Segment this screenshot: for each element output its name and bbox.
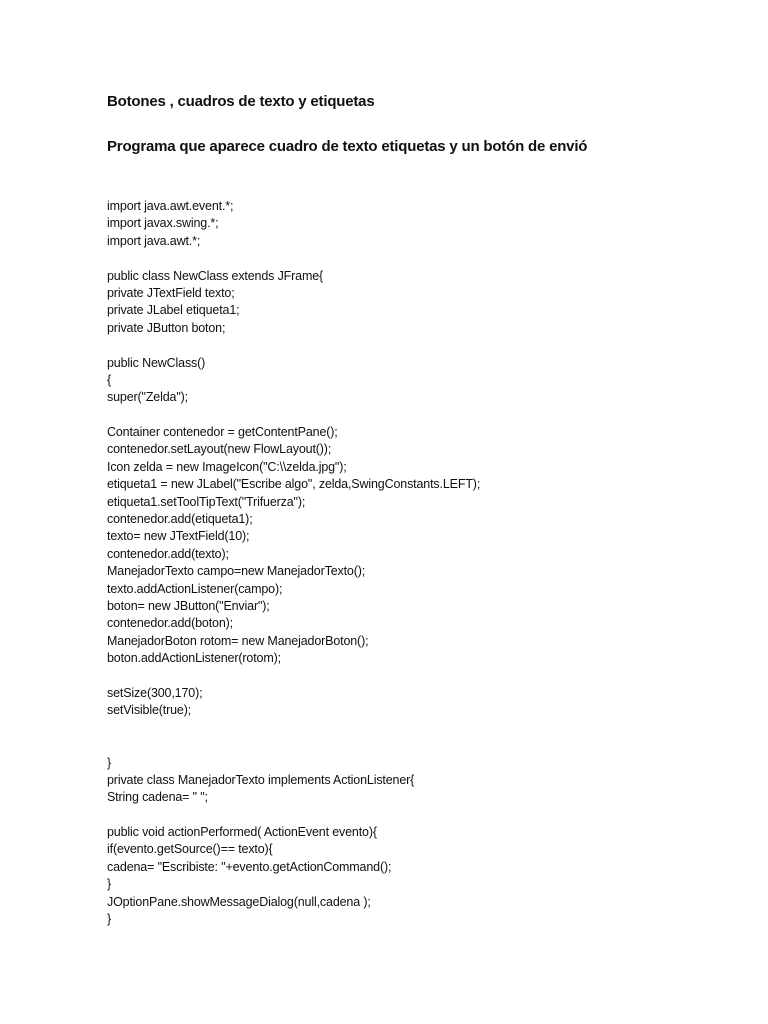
code-line [107,250,727,267]
code-line: etiqueta1 = new JLabel("Escribe algo", zelda,SwingConstants.LEFT); [107,477,481,492]
code-line: boton.addActionListener(rotom); [107,651,281,666]
code-line: cadena= "Escribiste: "+evento.getActionCommand(); [107,859,392,874]
code-line: String cadena= " "; [107,790,208,805]
code-line: ManejadorBoton rotom= new ManejadorBoton(); [107,633,369,648]
code-line: contenedor.add(texto); [107,546,229,561]
code-line: public class NewClass extends JFrame{ [107,268,324,283]
code-line: texto= new JTextField(10); [107,529,250,544]
code-line: setSize(300,170); [107,685,203,700]
code-line: private JTextField texto; [107,285,235,300]
code-line: JOptionPane.showMessageDialog(null,cadena ); [107,894,371,909]
document-title: Botones , cuadros de texto y etiquetas [107,93,375,110]
code-line: private JButton boton; [107,320,226,335]
code-line: texto.addActionListener(campo); [107,581,283,596]
code-line: setVisible(true); [107,703,192,718]
code-line: etiqueta1.setToolTipText("Trifuerza"); [107,494,306,509]
code-line: { [107,372,112,387]
code-line: contenedor.add(etiqueta1); [107,512,253,527]
document-subtitle: Programa que aparece cuadro de texto etiquetas y un botón de envió [107,138,588,155]
code-block [107,198,727,928]
code-line: } [107,755,112,770]
code-line [107,737,727,754]
code-line [107,720,727,737]
code-line: contenedor.add(boton); [107,616,233,631]
code-line [107,668,727,685]
code-line: import java.awt.*; [107,233,201,248]
code-line: private class ManejadorTexto implements ActionListener{ [107,772,415,787]
code-line: private JLabel etiqueta1; [107,303,240,318]
code-line [107,407,727,424]
code-line [107,337,727,354]
code-line: public NewClass() [107,355,206,370]
code-line: Icon zelda = new ImageIcon("C:\\zelda.jpg"); [107,459,347,474]
code-line: } [107,912,112,927]
code-line: contenedor.setLayout(new FlowLayout()); [107,442,332,457]
code-line: public void actionPerformed( ActionEvent evento){ [107,825,377,840]
code-line: ManejadorTexto campo=new ManejadorTexto(); [107,564,366,579]
code-line: Container contenedor = getContentPane(); [107,425,338,440]
code-line: } [107,877,112,892]
code-line: if(evento.getSource()== texto){ [107,842,273,857]
code-line: import java.awt.event.*; [107,199,234,213]
code-line [107,807,727,824]
code-line: super("Zelda"); [107,390,188,405]
code-line: boton= new JButton("Enviar"); [107,598,270,613]
code-line: import javax.swing.*; [107,216,219,231]
